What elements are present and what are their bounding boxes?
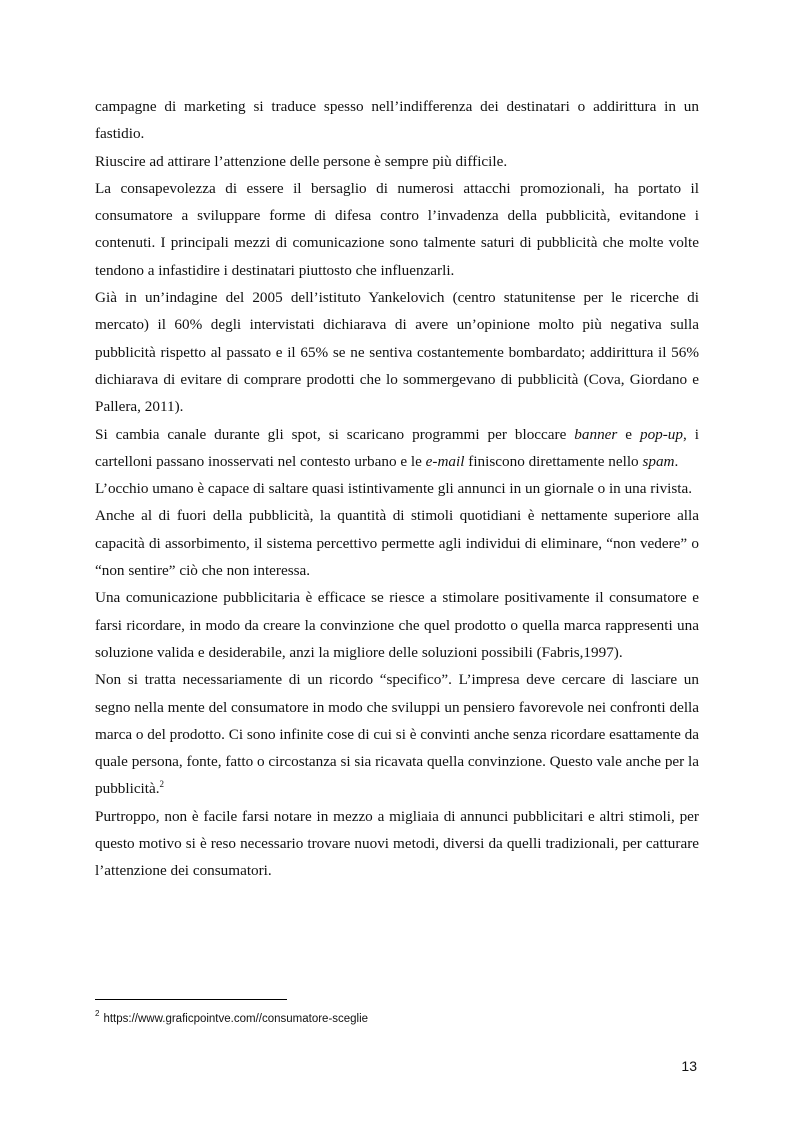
paragraph-6: L’occhio umano è capace di saltare quasi istintivamente gli annunci in un giornale o in una rivista. (95, 480, 693, 498)
italic-term: pop-up (639, 425, 683, 443)
text-run: . (674, 452, 679, 470)
paragraph-4: Già in un’indagine del 2005 dell’istituto Yankelovich (centro statunitense per le ricerche di mercato) il 60% degli intervistati dichiarava di avere un’opinione molto più negativa sulla pubblicità rispetto al passato e il 65% se ne sentiva costantemente bombardato; addirittura il 56% dichiarava di evitare di comprare prodotti che lo sommergevano di pubblicità (Cova, Giordano e Pallera, 2011). (95, 289, 699, 416)
footnote-reference[interactable]: 2 (159, 779, 165, 790)
paragraph-8: Una comunicazione pubblicitaria è efficace se riesce a stimolare positivamente il consumatore e farsi ricordare, in modo da creare la convinzione che quel prodotto o quella marca rappresenti una soluzione valida e desiderabile, anzi la migliore delle soluzioni possibili (Fabris,1997). (95, 589, 699, 661)
italic-term: e-mail (425, 452, 465, 470)
footnote-link[interactable]: https://www.graficpointve.com//consumatore-sceglie (103, 1013, 369, 1025)
paragraph-1: campagne di marketing si traduce spesso nell’indifferenza dei destinatari o addirittura in un fastidio. (95, 98, 699, 143)
footnote-separator (95, 999, 287, 1000)
body-text (95, 93, 699, 885)
paragraph-7: Anche al di fuori della pubblicità, la quantità di stimoli quotidiani è nettamente superiore alla capacità di assorbimento, il sistema percettivo permette agli individui di eliminare, “non vedere” o “non sentire” ciò che non interessa. (95, 507, 699, 580)
text-run: Si cambia canale durante gli spot, si scaricano programmi per bloccare (95, 425, 575, 443)
paragraph-9 (95, 666, 699, 802)
text-run: Non si tratta necessariamente di un ricordo “specifico”. L’impresa deve cercare di lasciare un segno nella mente del consumatore in modo che sviluppi un pensiero favorevole nei confronti della marca o del prodotto. Ci sono infinite cose di cui si è convinti anche senza ricordare esattamente da quale persona, fonte, fatto o circostanza si sia ricavata quella convinzione. Questo vale anche per la pubblicità. (95, 671, 699, 798)
italic-term: banner (574, 425, 618, 443)
paragraph-3: La consapevolezza di essere il bersaglio di numerosi attacchi promozionali, ha portato il consumatore a sviluppare forme di difesa contro l’invadenza della pubblicità, evitandone i contenuti. I principali mezzi di comunicazione sono talmente saturi di pubblicità che molte volte tendono a infastidire i destinatari piuttosto che influenzarli. (95, 179, 699, 279)
text-run: finiscono direttamente nello (464, 452, 643, 470)
page-number: 13 (681, 1058, 697, 1074)
paragraph-10: Purtroppo, non è facile farsi notare in mezzo a migliaia di annunci pubblicitari e altri stimoli, per questo motivo si è reso necessario trovare nuovi metodi, diversi da quelli tradizionali, per catturare l’attenzione dei consumatori. (95, 807, 699, 880)
italic-term: spam (642, 452, 675, 470)
text-run: , i cartelloni passano inosservati nel contesto urbano e le (95, 425, 699, 470)
footnote (95, 1011, 368, 1027)
text-run: e (617, 425, 640, 443)
paragraph-5 (95, 421, 699, 476)
footnote-number: 2 (95, 1009, 100, 1018)
paragraph-2: Riuscire ad attirare l’attenzione delle persone è sempre più difficile. (95, 152, 508, 170)
